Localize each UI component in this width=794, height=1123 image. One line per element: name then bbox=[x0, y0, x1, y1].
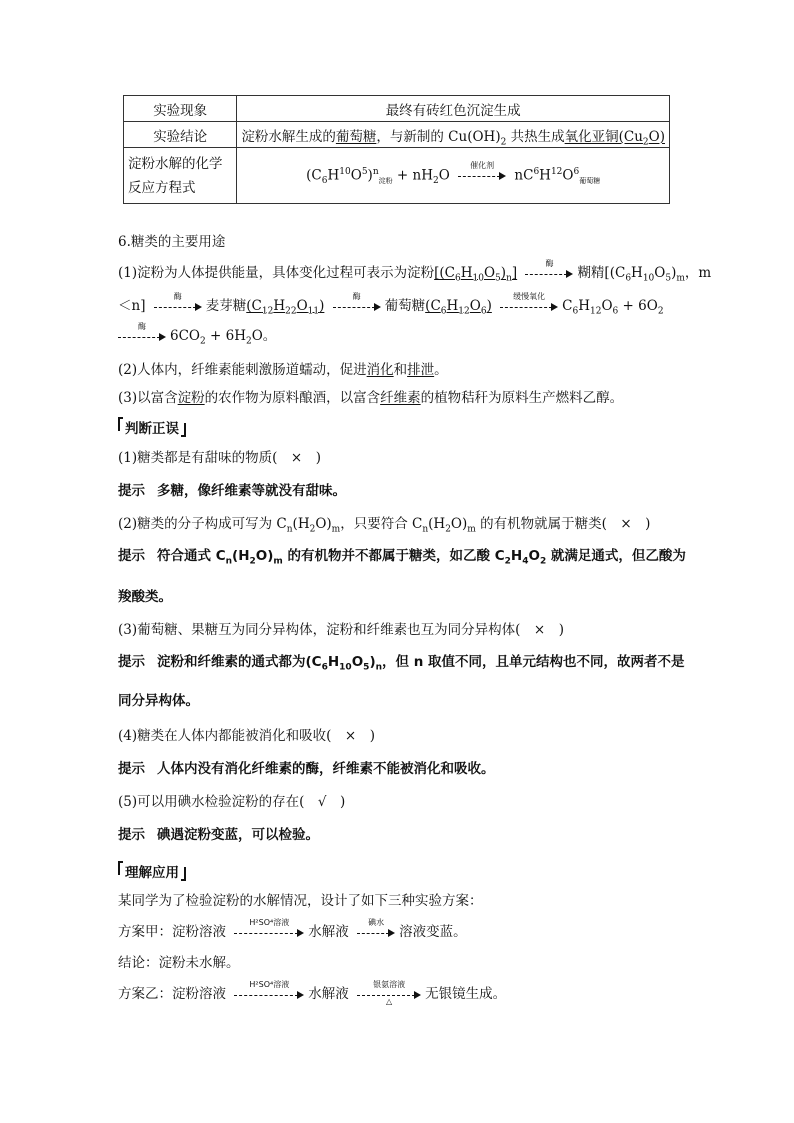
row-content: 淀粉水解生成的葡萄糖，与新制的 $Cu(OH)_2$ 共热生成氧化亚铜$(Cu_2O)$ bbox=[237, 122, 670, 148]
paragraph: (2)人体内，纤维素能刺激肠道蠕动，促进消化和排泄。 bbox=[118, 362, 448, 378]
section-header: 判断正误 bbox=[118, 417, 186, 437]
experiment-table bbox=[123, 95, 670, 204]
paragraph: 酶 $6CO_2 + 6H_2O$。 bbox=[118, 327, 276, 346]
reaction-arrow: 酶 bbox=[154, 298, 202, 316]
reaction-arrow: 银氨溶液 △ bbox=[357, 986, 421, 1004]
table-row bbox=[124, 122, 670, 148]
section-header: 理解应用 bbox=[118, 861, 186, 881]
reaction-arrow: 酶 bbox=[525, 265, 573, 283]
reaction-arrow: H²SO⁴溶液 bbox=[234, 986, 304, 1004]
row-content: 最终有砖红色沉淀生成 bbox=[237, 96, 670, 122]
paragraph: 某同学为了检验淀粉的水解情况，设计了如下三种实验方案： bbox=[118, 893, 483, 909]
question: (2)糖类的分子构成可写为 $C_n(H_2O)_m$，只要符合 $C_n(H_2O)_m$ 的有机物就属于糖类( × ) bbox=[118, 516, 651, 535]
hint: 提示 符合通式 $C_n(H_2O)_m$ 的有机物并不都属于糖类，如乙酸 $C_2H_4O_2$ 就满足通式，但乙酸为 bbox=[118, 548, 686, 567]
paragraph: ＜n] 酶 麦芽糖$(C_{12}H_{22}O_{11})$ 酶 葡萄糖$(C_6H_{12}O_6)$ 缓慢氧化 $C_6H_{12}O_6 + 6O_2$ bbox=[118, 291, 664, 317]
question: (5)可以用碘水检验淀粉的存在( √ ) bbox=[118, 794, 346, 810]
hint: 提示 碘遇淀粉变蓝，可以检验。 bbox=[118, 827, 319, 843]
reaction-arrow: 催化剂 bbox=[458, 167, 506, 185]
conclusion: 结论：淀粉未水解。 bbox=[118, 955, 240, 971]
table-row bbox=[124, 148, 670, 204]
question: (4)糖类在人体内都能被消化和吸收( × ) bbox=[118, 728, 375, 744]
row-label: 实验现象 bbox=[124, 96, 237, 122]
hint-continued: 羧酸类。 bbox=[118, 589, 172, 605]
table-row bbox=[124, 96, 670, 122]
hint-continued: 同分异构体。 bbox=[118, 693, 199, 709]
reaction-arrow: H²SO⁴溶液 bbox=[234, 924, 304, 942]
question: (1)糖类都是有甜味的物质( × ) bbox=[118, 450, 321, 466]
plan-b: 方案乙：淀粉溶液 H²SO⁴溶液 水解液 银氨溶液 △ 无银镜生成。 bbox=[118, 979, 507, 1006]
plan-a: 方案甲：淀粉溶液 H²SO⁴溶液 水解液 碘水 溶液变蓝。 bbox=[118, 917, 467, 940]
reaction-arrow: 碘水 bbox=[357, 924, 395, 942]
question: (3)葡萄糖、果糖互为同分异构体，淀粉和纤维素也互为同分异构体( × ) bbox=[118, 622, 564, 638]
row-label: 淀粉水解的化学 反应方程式 bbox=[124, 148, 237, 204]
reaction-arrow: 缓慢氧化 bbox=[500, 298, 558, 316]
paragraph: (1)淀粉为人体提供能量，具体变化过程可表示为淀粉$[(C_6H_{10}O_5)_n]$ 酶 糊精[$(C_6H_{10}O_5)_m$，m bbox=[118, 258, 712, 284]
hint: 提示 淀粉和纤维素的通式都为$(C_6H_{10}O_5)_n$，但 n 取值不同，且单元结构也不同，故两者不是 bbox=[118, 654, 685, 673]
reaction-arrow: 酶 bbox=[333, 298, 381, 316]
equation: $(C_6H^{10}O^5)^n_{淀粉} + nH_2O$ 催化剂 $nC^6H^{12}O^6_{葡萄糖}$ bbox=[237, 148, 670, 204]
hint: 提示 多糖，像纤维素等就没有甜味。 bbox=[118, 483, 346, 499]
hint: 提示 人体内没有消化纤维素的酶，纤维素不能被消化和吸收。 bbox=[118, 761, 495, 777]
section-title: 6.糖类的主要用途 bbox=[118, 234, 226, 250]
paragraph: (3)以富含淀粉的农作物为原料酿酒，以富含纤维素的植物秸秆为原料生产燃料乙醇。 bbox=[118, 390, 624, 406]
row-label: 实验结论 bbox=[124, 122, 237, 148]
reaction-arrow: 酶 bbox=[118, 328, 166, 346]
